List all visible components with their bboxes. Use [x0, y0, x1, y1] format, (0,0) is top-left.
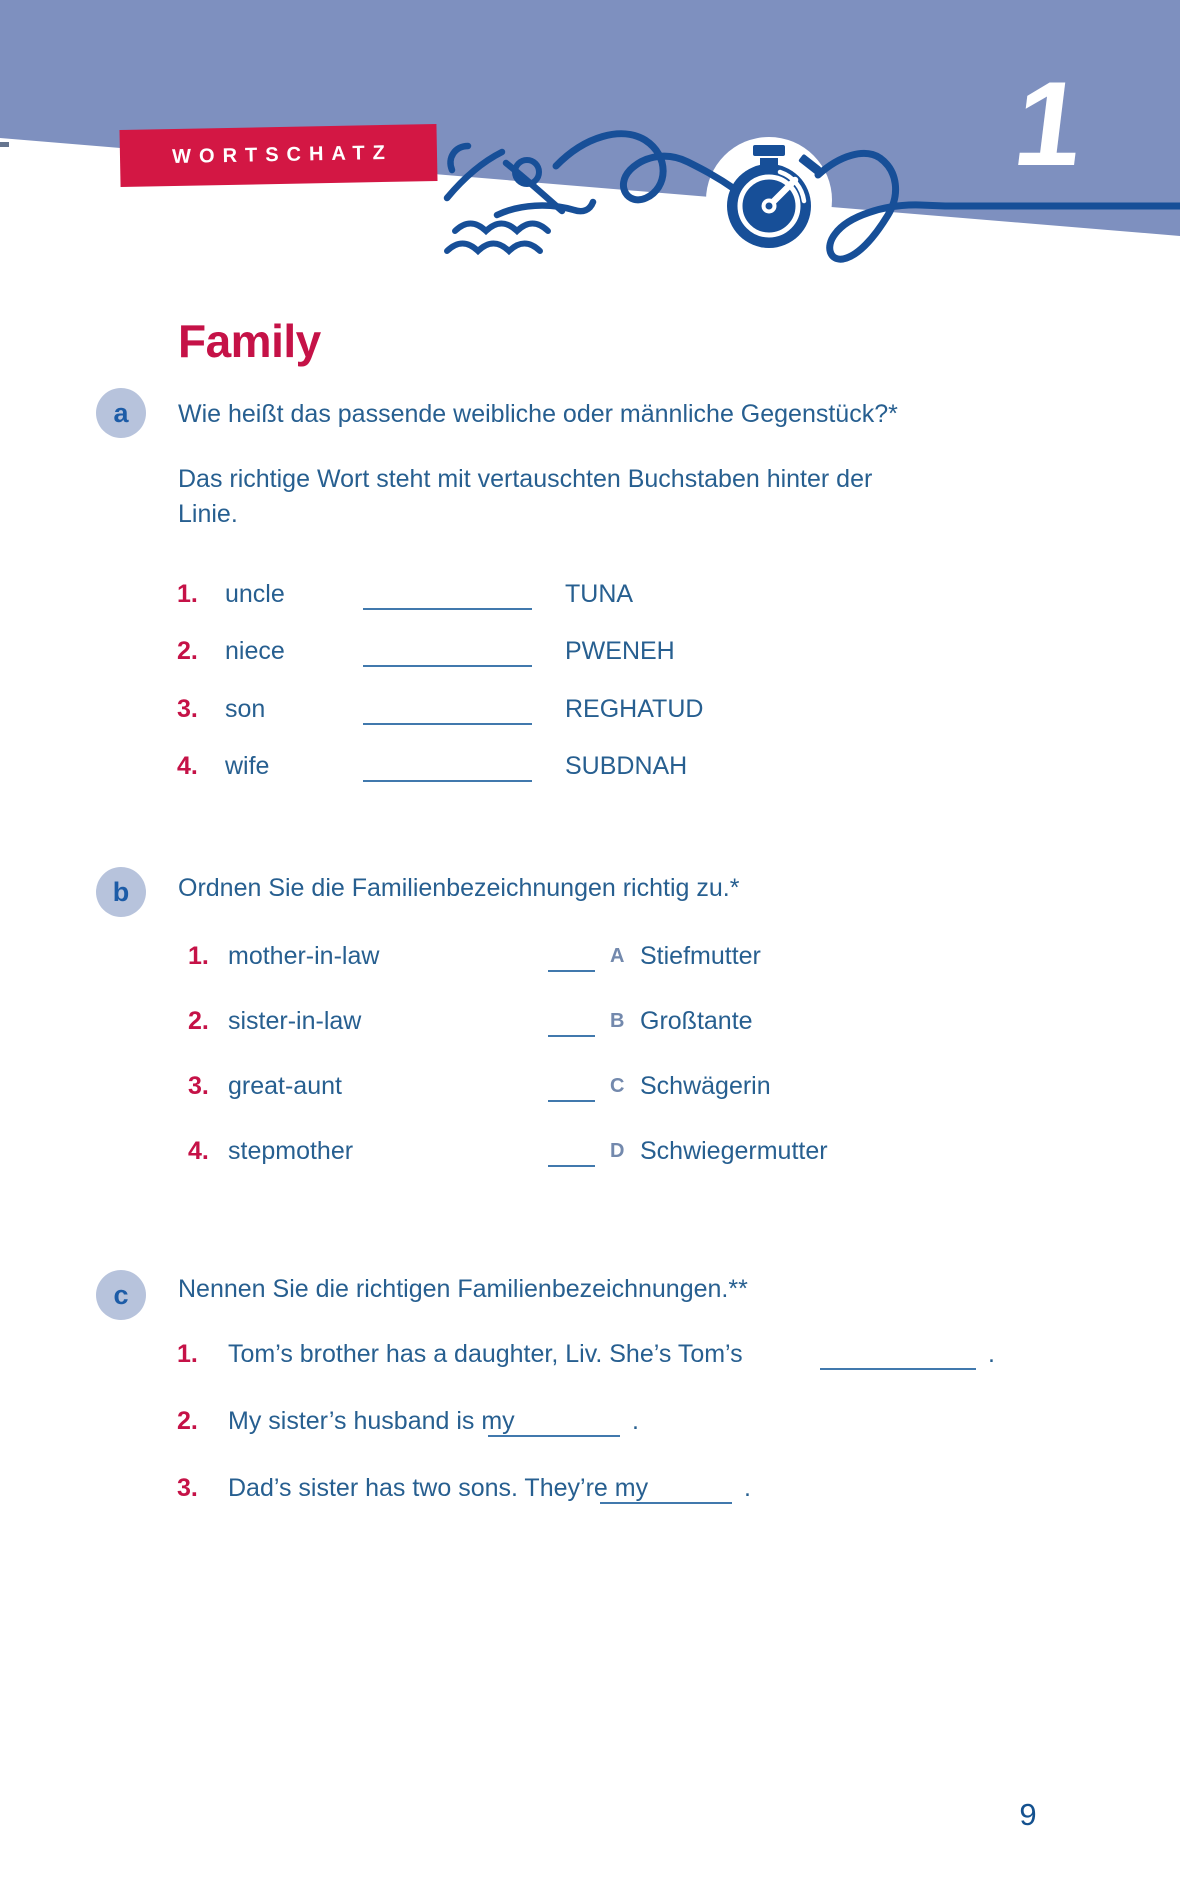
sentence-text: Dad’s sister has two sons. They’re my [228, 1474, 649, 1502]
option-letter: A [610, 945, 625, 967]
item-number: 2. [177, 637, 198, 665]
exercise-a-note-line1: Das richtige Wort steht mit vertauschten Buchstaben hinter der [178, 465, 873, 493]
option-translation: Großtante [640, 1007, 753, 1035]
sentence-period: . [988, 1340, 995, 1368]
sentence-text: Tom’s brother has a daughter, Liv. She’s Tom’s [228, 1340, 743, 1368]
item-number: 2. [188, 1007, 209, 1035]
sentence-blank [600, 1502, 732, 1504]
option-letter: C [610, 1075, 625, 1097]
exercise-c-badge [96, 1270, 146, 1320]
match-blank [548, 1035, 595, 1037]
wortschatz-label-text: WORTSCHATZ [171, 141, 394, 169]
sentence-blank [820, 1368, 976, 1370]
item-number: 4. [177, 752, 198, 780]
option-translation: Schwägerin [640, 1072, 771, 1100]
wortschatz-label [119, 124, 437, 187]
item-word: uncle [225, 580, 285, 608]
item-word: wife [225, 752, 270, 780]
answer-blank [363, 780, 532, 782]
item-number: 4. [188, 1137, 209, 1165]
exercise-b-badge [96, 867, 146, 917]
answer-blank [363, 723, 532, 725]
item-number: 1. [177, 1340, 198, 1368]
answer-blank [363, 665, 532, 667]
scrambled-word: TUNA [565, 580, 634, 608]
item-number: 1. [177, 580, 198, 608]
exercise-a-prompt: Wie heißt das passende weibliche oder männliche Gegenstück?* [178, 400, 898, 428]
exercise-c-prompt: Nennen Sie die richtigen Familienbezeichnungen.** [178, 1275, 748, 1303]
item-number: 3. [177, 1474, 198, 1502]
page-title: Family [178, 315, 321, 367]
option-letter: B [610, 1010, 625, 1032]
exercise-a-badge [96, 388, 146, 438]
item-word: son [225, 695, 266, 723]
exercise-b-badge-letter: b [112, 876, 130, 907]
scrambled-word: REGHATUD [565, 695, 704, 723]
item-term: great-aunt [228, 1072, 342, 1100]
sentence-blank [488, 1435, 620, 1437]
exercise-a-badge-letter: a [113, 397, 129, 428]
option-translation: Schwiegermutter [640, 1137, 828, 1165]
match-blank [548, 970, 595, 972]
scrambled-word: SUBDNAH [565, 752, 688, 780]
exercise-b-prompt: Ordnen Sie die Familienbezeichnungen richtig zu.* [178, 874, 740, 902]
sentence-period: . [744, 1474, 751, 1502]
option-letter: D [610, 1140, 625, 1162]
exercise-a-note-line2: Linie. [178, 500, 238, 528]
answer-blank [363, 608, 532, 610]
page-number: 9 [1019, 1797, 1037, 1832]
item-term: sister-in-law [228, 1007, 362, 1035]
option-translation: Stiefmutter [640, 942, 761, 970]
swimmer-icon [447, 146, 593, 251]
exercise-c-badge-letter: c [113, 1279, 129, 1310]
sentence-period: . [632, 1407, 639, 1435]
chapter-number: 1 [1007, 57, 1091, 191]
item-number: 1. [188, 942, 209, 970]
item-word: niece [225, 637, 285, 665]
scrambled-word: PWENEH [565, 637, 675, 665]
item-term: mother-in-law [228, 942, 380, 970]
item-number: 3. [177, 695, 198, 723]
item-number: 2. [177, 1407, 198, 1435]
match-blank [548, 1165, 595, 1167]
item-term: stepmother [228, 1137, 354, 1165]
sentence-text: My sister’s husband is my [228, 1407, 515, 1435]
match-blank [548, 1100, 595, 1102]
item-number: 3. [188, 1072, 209, 1100]
